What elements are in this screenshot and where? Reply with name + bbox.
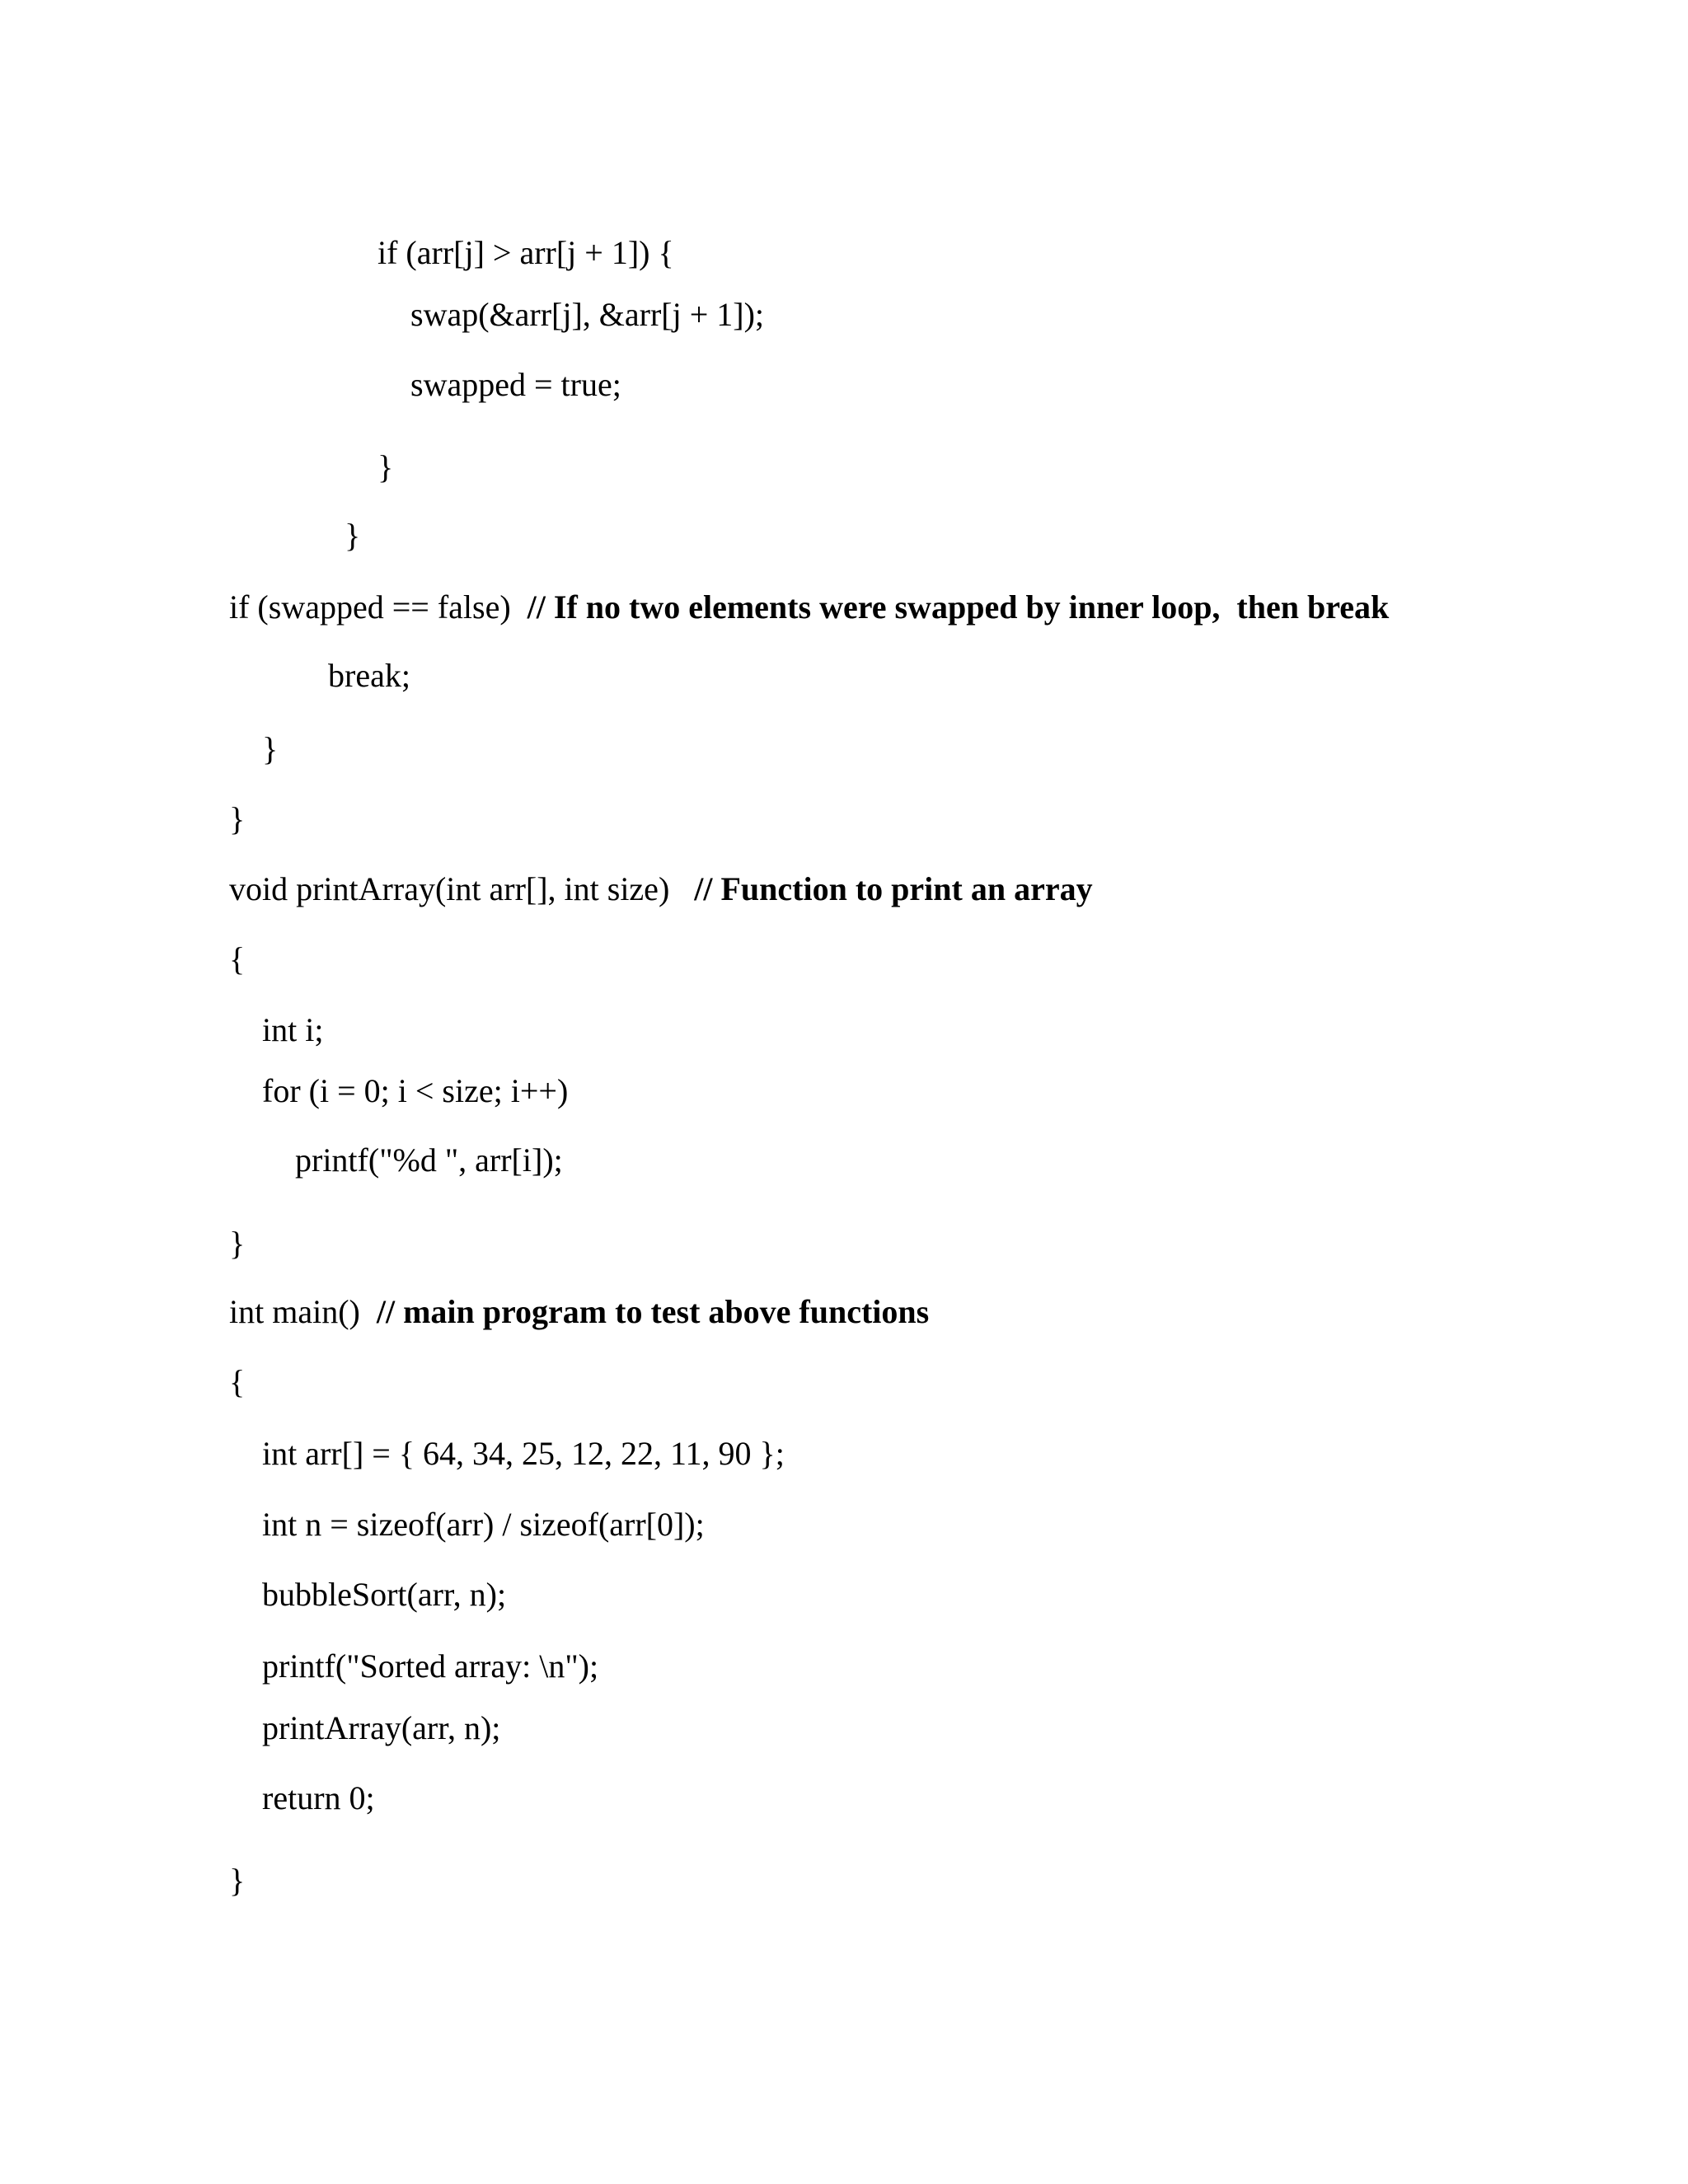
code-line	[262, 1101, 563, 1220]
code-text: break;	[328, 657, 410, 694]
code-text: if (arr[j] > arr[j + 1]) {	[377, 234, 674, 271]
code-line	[229, 1739, 375, 1858]
code-line	[196, 1253, 929, 1371]
code-text: swapped = true;	[410, 366, 621, 403]
code-text: if (swapped == false)	[229, 588, 528, 626]
code-text: printArray(arr, n);	[262, 1709, 501, 1746]
code-text: }	[229, 1862, 246, 1899]
code-text: for (i = 0; i < size; i++)	[262, 1072, 569, 1109]
code-text: int arr[] = { 64, 34, 25, 12, 22, 11, 90 };	[262, 1435, 785, 1472]
code-line	[196, 830, 1093, 949]
code-text: int main()	[229, 1293, 377, 1330]
code-text: return 0;	[262, 1779, 375, 1816]
code-comment: // Function to print an array	[694, 870, 1093, 907]
code-text: bubbleSort(arr, n);	[262, 1576, 507, 1613]
code-text: }	[229, 800, 246, 837]
code-text: {	[229, 940, 246, 977]
code-text: }	[229, 1225, 246, 1262]
code-text: {	[229, 1363, 246, 1400]
code-text: int n = sizeof(arr) / sizeof(arr[0]);	[262, 1506, 705, 1543]
code-text: }	[377, 448, 394, 485]
code-text: printf("Sorted array: \n");	[262, 1647, 599, 1685]
code-text: void printArray(int arr[], int size)	[229, 870, 695, 907]
code-text: swap(&arr[j], &arr[j + 1]);	[410, 296, 765, 333]
code-comment: // If no two elements were swapped by inner loop, then break	[527, 588, 1390, 626]
code-line	[377, 326, 621, 444]
code-comment: // main program to test above functions	[376, 1293, 930, 1330]
code-text: printf("%d ", arr[i]);	[295, 1141, 563, 1179]
code-text: }	[262, 730, 279, 767]
code-text: int i;	[262, 1011, 324, 1048]
code-line	[295, 616, 410, 735]
code-line	[196, 1821, 245, 1940]
code-text: }	[345, 517, 361, 554]
